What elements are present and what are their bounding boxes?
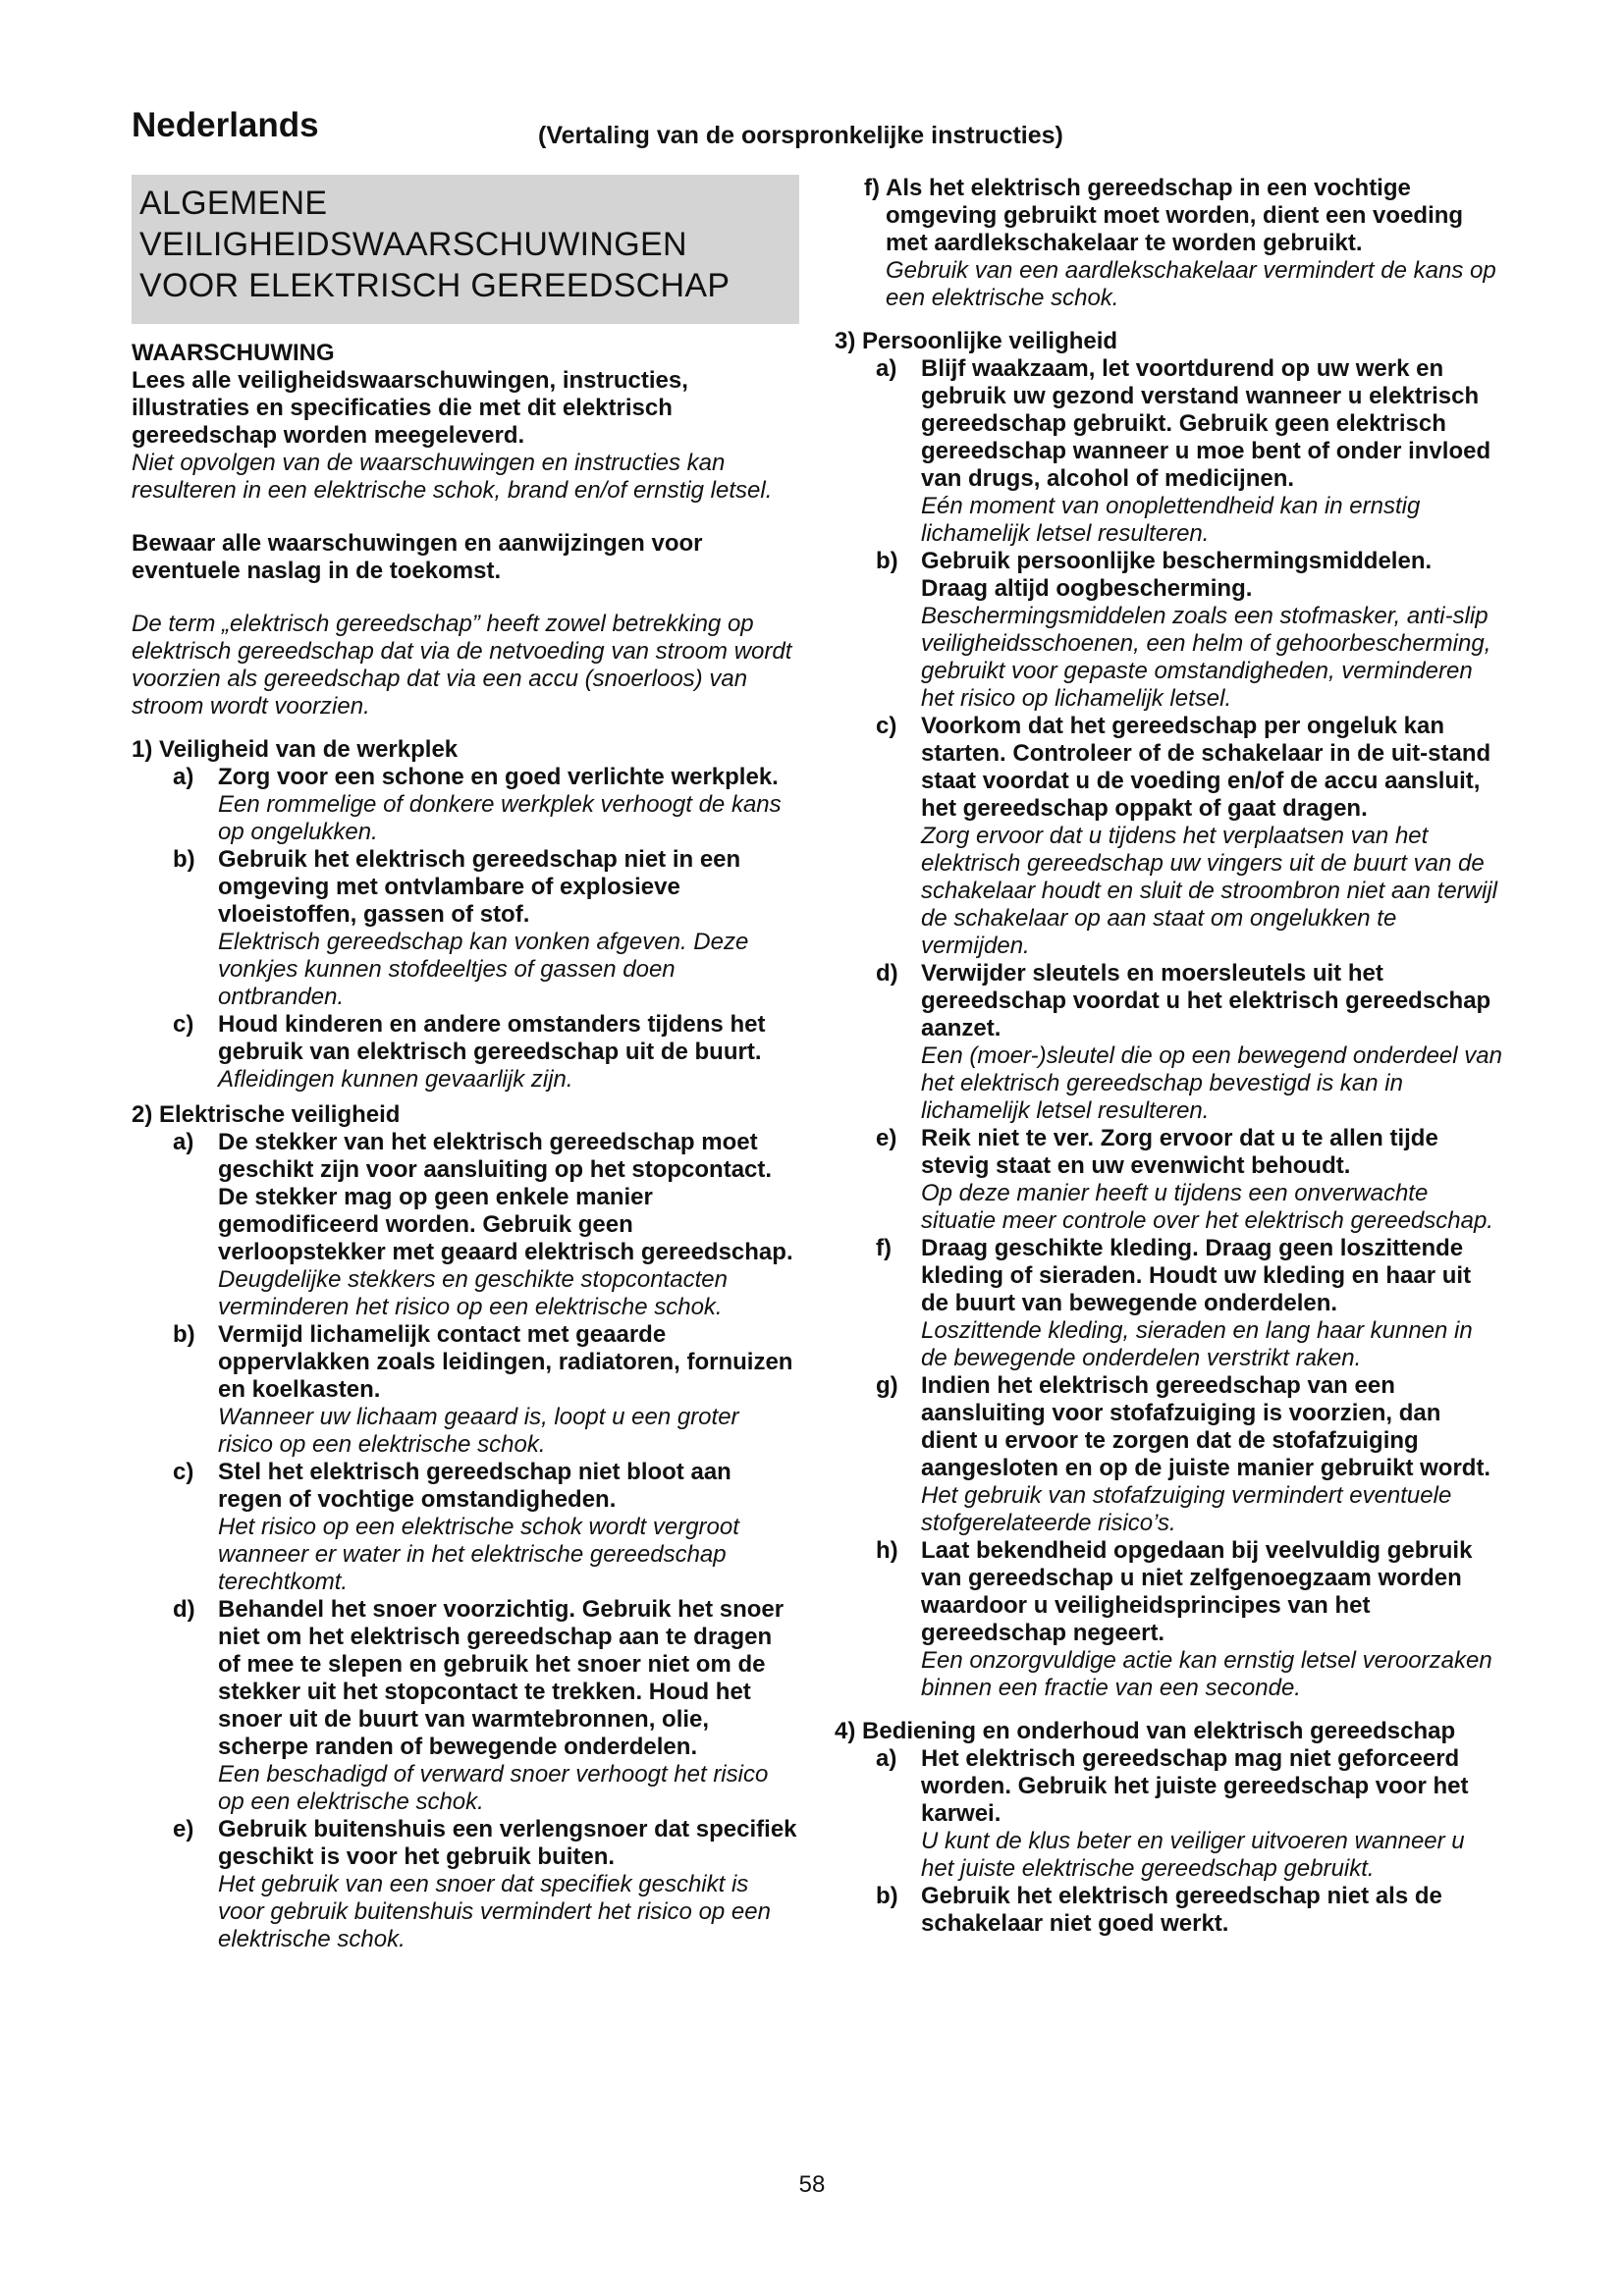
- list-item: a) Het elektrisch gereedschap mag niet geforceerd worden. Gebruik het juiste gereedschap voor het karwei. U kunt de klus beter en veiliger uitvoeren wanneer u het juiste elektrische gereedschap gebruikt.: [876, 1745, 1469, 1882]
- list-item: c) Stel het elektrisch gereedschap niet bloot aan regen of vochtige omstandigheden. Het risico op een elektrische schok wordt vergroot wanneer er water in het elektrische gereedschap terechtkomt.: [173, 1459, 739, 1595]
- list-item: e) Gebruik buitenshuis een verlengsnoer dat specifiek geschikt is voor het gebruik buiten. Het gebruik van een snoer dat specifiek geschikt is voor gebruik buitenshuis vermindert het risico op een elektrische schok.: [173, 1816, 797, 1952]
- right-column: [835, 175, 1502, 1938]
- section-heading: 3) Persoonlijke veiligheid: [835, 328, 1118, 354]
- list-item: a) Blijf waakzaam, let voortdurend op uw werk en gebruik uw gezond verstand wanneer u elektrisch gereedschap gebruikt. Gebruik geen elektrisch gereedschap wanneer u moe bent of onder invloed van drugs, alcohol of medicijnen. Eén moment van onoplettendheid kan in ernstig lichamelijk letsel resulteren.: [876, 355, 1491, 547]
- title-box: [132, 175, 799, 324]
- list-item: d) Behandel het snoer voorzichtig. Gebruik het snoer niet om het elektrisch gereedschap aan te dragen of mee te slepen en gebruik het snoer niet om de stekker uit het stopcontact te trekken. Houd het snoer uit de buurt van warmtebronnen, olie, scherpe randen of bewegende onderdelen. Een beschadigd of verward snoer verhoogt het risico op een elektrische schok.: [173, 1596, 785, 1815]
- section-heading: 2) Elektrische veiligheid: [132, 1101, 401, 1128]
- list-item: a) Zorg voor een schone en goed verlichte werkplek. Een rommelige of donkere werkplek verhoogt de kans op ongelukken.: [173, 764, 782, 845]
- list-item: a) De stekker van het elektrisch gereedschap moet geschikt zijn voor aansluiting op het stopcontact. De stekker mag op geen enkele manier gemodificeerd worden. Gebruik geen verloopstekker met geaard elektrisch gereedschap. Deugdelijke stekkers en geschikte stopcontacten verminderen het risico op een elektrische schok.: [173, 1129, 793, 1320]
- page-number: 58: [798, 2171, 826, 2198]
- page-header: [132, 106, 1113, 165]
- title-line: VOOR ELEKTRISCH GEREEDSCHAP: [139, 267, 731, 304]
- list-item: b) Gebruik het elektrisch gereedschap niet als de schakelaar niet goed werkt.: [876, 1883, 1442, 1937]
- list-item: c) Voorkom dat het gereedschap per ongeluk kan starten. Controleer of de schakelaar in de uit-stand staat voordat u de voeding en/of de accu aansluit, het gereedschap oppakt of gaat dragen. Zorg ervoor dat u tijdens het verplaatsen van het elektrisch gereedschap uw vingers uit de buurt van de schakelaar houdt en sluit de stroombron niet aan terwijl de schakelaar op aan staat om ongelukken te vermijden.: [876, 713, 1497, 959]
- term-note: De term „elektrisch gereedschap” heeft zowel betrekking op elektrisch gereedschap dat via de netvoeding van stroom wordt voorzien als gereedschap dat via een accu (snoerloos) van stroom wordt voorzien.: [132, 611, 792, 720]
- list-item: b) Gebruik het elektrisch gereedschap niet in een omgeving met ontvlambare of explosieve vloeistoffen, gassen of stof. Elektrisch gereedschap kan vonken afgeven. Deze vonkjes kunnen stofdeeltjes of gassen doen ontbranden.: [173, 846, 749, 1010]
- list-item: f) Als het elektrisch gereedschap in een vochtige omgeving gebruikt moet worden, dient een voeding met aardlekschakelaar te worden gebruikt. Gebruik van een aardlekschakelaar vermindert de kans op een elektrische schok.: [864, 175, 1496, 311]
- warning-text: Lees alle veiligheidswaarschuwingen, instructies, illustraties en specificaties die met dit elektrisch gereedschap worden meegeleverd.: [132, 367, 688, 449]
- translation-subtitle: (Vertaling van de oorspronkelijke instructies): [538, 122, 1063, 149]
- language-heading: Nederlands: [132, 106, 319, 144]
- warning-consequence: Niet opvolgen van de waarschuwingen en instructies kan resulteren in een elektrische schok, brand en/of ernstig letsel.: [132, 450, 773, 504]
- section-heading: 1) Veiligheid van de werkplek: [132, 736, 459, 763]
- title-line: VEILIGHEIDSWAARSCHUWINGEN: [139, 226, 687, 263]
- list-item: g) Indien het elektrisch gereedschap van een aansluiting voor stofafzuiging is voorzien, dan dient u ervoor te zorgen dat de stofafzuiging aangesloten en op de juiste manier gebruikt wordt. Het gebruik van stofafzuiging vermindert eventuele stofgerelateerde risico’s.: [876, 1372, 1491, 1536]
- list-item: b) Gebruik persoonlijke beschermingsmiddelen. Draag altijd oogbescherming. Beschermingsmiddelen zoals een stofmasker, anti-slip veiligheidsschoenen, een helm of gehoorbescherming, gebruikt voor gepaste omstandigheden, verminderen het risico op lichamelijk letsel.: [876, 548, 1491, 712]
- section-heading: 4) Bediening en onderhoud van elektrisch gereedschap: [835, 1718, 1456, 1744]
- list-item: d) Verwijder sleutels en moersleutels uit het gereedschap voordat u het elektrisch gereedschap aanzet. Een (moer-)sleutel die op een bewegend onderdeel van het elektrisch gereedschap bevestigd is kan in lichamelijk letsel resulteren.: [876, 960, 1502, 1124]
- list-item: f) Draag geschikte kleding. Draag geen loszittende kleding of sieraden. Houdt uw kleding en haar uit de buurt van bewegende onderdelen. Loszittende kleding, sieraden en lang haar kunnen in de bewegende onderdelen verstrikt raken.: [876, 1235, 1473, 1371]
- warning-heading: WAARSCHUWING: [132, 340, 335, 366]
- left-column: [132, 175, 799, 1953]
- list-item: c) Houd kinderen en andere omstanders tijdens het gebruik van elektrisch gereedschap uit de buurt. Afleidingen kunnen gevaarlijk zijn.: [173, 1011, 766, 1093]
- list-item: b) Vermijd lichamelijk contact met geaarde oppervlakken zoals leidingen, radiatoren, fornuizen en koelkasten. Wanneer uw lichaam geaard is, loopt u een groter risico op een elektrische schok.: [173, 1321, 793, 1458]
- list-item: e) Reik niet te ver. Zorg ervoor dat u te allen tijde stevig staat en uw evenwicht behoudt. Op deze manier heeft u tijdens een onverwachte situatie meer controle over het elektrisch gereedschap.: [876, 1125, 1493, 1234]
- keep-notice: Bewaar alle waarschuwingen en aanwijzingen voor eventuele naslag in de toekomst.: [132, 530, 703, 584]
- list-item: h) Laat bekendheid opgedaan bij veelvuldig gebruik van gereedschap u niet zelfgenoegzaam worden waardoor u veiligheidsprincipes van het gereedschap negeert. Een onzorgvuldige actie kan ernstig letsel veroorzaken binnen een fractie van een seconde.: [876, 1537, 1492, 1701]
- title-line: ALGEMENE: [139, 185, 328, 222]
